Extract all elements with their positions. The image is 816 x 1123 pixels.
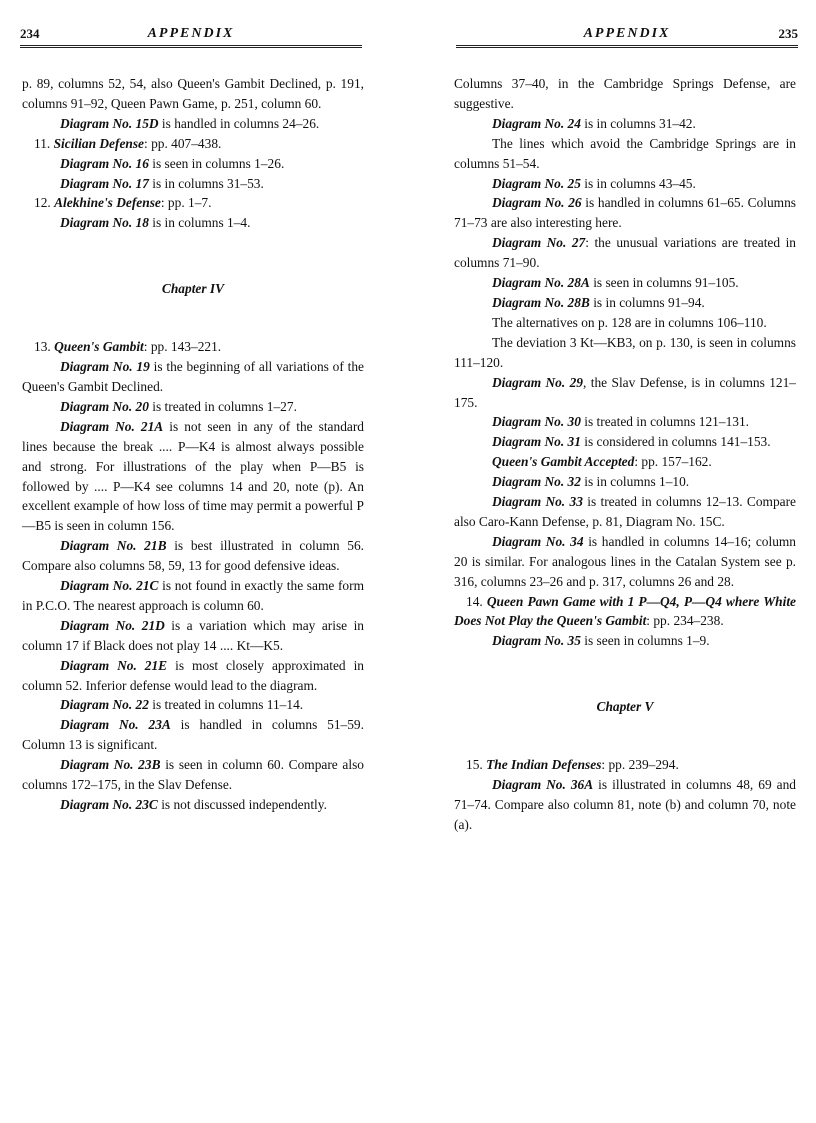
paragraph — [454, 333, 796, 373]
italic-reference: Diagram No. 22 — [60, 697, 149, 713]
italic-reference: Diagram No. 21C — [60, 578, 159, 594]
body-text: is not found in exactly the same form in P.C.O. The nearest approach is column 60. — [22, 578, 364, 613]
body-text: The alternatives on p. 128 are in columns 106–110. — [492, 314, 767, 330]
body-text: is in columns 31–53. — [148, 175, 264, 191]
body-text: , the Slav Defense, is in columns 121–175. — [454, 374, 796, 410]
paragraph — [22, 154, 364, 174]
paragraph — [454, 373, 796, 413]
paragraph — [454, 492, 796, 532]
paragraph — [22, 795, 364, 815]
italic-reference: Diagram No. 28B — [492, 294, 590, 310]
italic-reference: Diagram No. 29 — [492, 374, 583, 390]
paragraph — [454, 273, 796, 293]
right-page — [408, 0, 816, 1123]
entry-number: 13. — [34, 339, 51, 355]
numbered-entry — [454, 755, 796, 775]
body-text: is handled in columns 14–16; column 20 is similar. For analogous lines in the Catalan System see p. 316, columns 23–26 and p. 317, columns 26 and 28. — [454, 533, 797, 589]
italic-reference: Diagram No. 36A — [492, 777, 594, 793]
paragraph — [22, 213, 364, 233]
italic-reference: Diagram No. 20 — [60, 398, 149, 414]
body-text: is handled in columns 51–59. Column 13 is significant. — [22, 717, 364, 753]
numbered-entry — [22, 134, 364, 154]
italic-reference: The Indian Defenses — [486, 757, 602, 773]
body-text: is treated in columns 121–131. — [580, 414, 750, 430]
chapter-heading: Chapter V — [596, 699, 654, 715]
paragraph — [22, 357, 364, 397]
paragraph — [22, 616, 364, 656]
body-text: : pp. 1–7. — [160, 195, 212, 211]
italic-reference: Diagram No. 16 — [60, 155, 149, 171]
paragraph — [22, 174, 364, 194]
italic-reference: Diagram No. 21D — [60, 617, 165, 633]
numbered-entry — [22, 337, 364, 357]
italic-reference: Alekhine's Defense — [54, 195, 161, 211]
body-text: Columns 37–40, in the Cambridge Springs Defense, are suggestive. — [454, 76, 796, 111]
body-text: : the unusual variations are treated in columns 71–90. — [454, 235, 796, 271]
body-text: is illustrated in columns 48, 69 and 71–74. Compare also column 81, note (b) and column 70, note (a). — [454, 777, 796, 832]
body-text: is not discussed independently. — [157, 797, 327, 812]
entry-number: 12. — [34, 195, 51, 211]
paragraph — [454, 472, 796, 492]
body-text: is handled in columns 24–26. — [158, 115, 320, 131]
body-text: is treated in columns 12–13. Compare also Caro-Kann Defense, p. 81, Diagram No. 15C. — [454, 494, 796, 529]
body-text: is considered in columns 141–153. — [580, 434, 771, 450]
body-text: p. 89, columns 52, 54, also Queen's Gambit Declined, p. 191, columns 91–92, Queen Pawn Game, p. 251, column 60. — [22, 76, 364, 111]
italic-reference: Diagram No. 28A — [492, 275, 590, 291]
italic-reference: Diagram No. 19 — [60, 359, 150, 375]
paragraph — [22, 417, 364, 536]
italic-reference: Queen's Gambit — [54, 339, 144, 355]
entry-number: 11. — [34, 135, 51, 151]
body-text: is not seen in any of the standard lines because the break .... P—K4 is almost always possible and strong. For illustrations of the play when P—B5 is followed by .... P—K4 see columns 14 and 20, note (p). An excellent example of how loss of time may permit a powerful P—B5 is seen in column 156. — [22, 418, 364, 534]
running-head: APPENDIX — [147, 26, 235, 41]
italic-reference: Diagram No. 27 — [492, 235, 586, 251]
entry-number: 15. — [466, 757, 483, 773]
body-text: is in columns 91–94. — [589, 294, 705, 310]
italic-reference: Diagram No. 26 — [492, 195, 582, 211]
body-text: : pp. 239–294. — [601, 757, 679, 773]
body-text: is in columns 43–45. — [580, 175, 696, 191]
paragraph — [454, 74, 796, 114]
numbered-entry — [22, 193, 364, 213]
body-text: is in columns 1–10. — [580, 474, 690, 490]
italic-reference: Diagram No. 32 — [492, 474, 581, 490]
paragraph — [22, 397, 364, 417]
body-text: is treated in columns 11–14. — [148, 697, 304, 713]
paragraph — [22, 695, 364, 715]
italic-reference: Queen's Gambit Accepted — [492, 454, 635, 470]
italic-reference: Queen Pawn Game with 1 P—Q4, P—Q4 where White Does Not Play the Queen's Gambit — [454, 593, 796, 629]
right-page-header — [456, 22, 798, 50]
italic-reference: Diagram No. 34 — [492, 533, 584, 549]
italic-reference: Diagram No. 21E — [60, 657, 168, 673]
paragraph — [454, 412, 796, 432]
italic-reference: Diagram No. 30 — [492, 414, 581, 430]
left-page-header — [20, 22, 362, 50]
body-text: is seen in columns 91–105. — [589, 275, 739, 291]
paragraph — [454, 114, 796, 134]
page-number: 234 — [20, 26, 40, 41]
paragraph — [454, 432, 796, 452]
paragraph — [22, 715, 364, 755]
left-page-text — [22, 74, 364, 815]
chapter-heading: Chapter IV — [161, 281, 225, 297]
paragraph — [22, 74, 364, 114]
italic-reference: Diagram No. 31 — [492, 434, 581, 450]
body-text: is most closely approximated in column 52. Inferior defense would lead to the diagram. — [22, 657, 364, 693]
paragraph — [454, 193, 796, 233]
italic-reference: Sicilian Defense — [53, 135, 144, 151]
body-text: The lines which avoid the Cambridge Springs are in columns 51–54. — [454, 135, 796, 171]
italic-reference: Diagram No. 33 — [492, 494, 583, 510]
paragraph — [454, 233, 796, 273]
body-text: : pp. 234–238. — [646, 613, 724, 629]
paragraph — [454, 134, 796, 174]
body-text: is in columns 1–4. — [148, 215, 251, 231]
body-text: : pp. 157–162. — [634, 454, 712, 470]
paragraph — [454, 293, 796, 313]
italic-reference: Diagram No. 25 — [492, 175, 581, 191]
paragraph — [22, 576, 364, 616]
header-rule — [456, 45, 798, 48]
body-text: is handled in columns 61–65. Columns 71–73 are also interesting here. — [454, 195, 797, 231]
body-text: is a variation which may arise in column 17 if Black does not play 14 .... Kt—K5. — [22, 617, 365, 653]
entry-number: 14. — [466, 593, 483, 609]
paragraph — [454, 532, 796, 592]
italic-reference: Diagram No. 23B — [60, 757, 161, 773]
body-text: is in columns 31–42. — [580, 115, 696, 131]
italic-reference: Diagram No. 15D — [60, 115, 159, 131]
paragraph — [22, 755, 364, 795]
body-text: is seen in columns 1–26. — [148, 155, 285, 171]
body-text: is the beginning of all variations of the Queen's Gambit Declined. — [22, 359, 364, 394]
italic-reference: Diagram No. 18 — [60, 215, 149, 231]
italic-reference: Diagram No. 23A — [60, 717, 171, 733]
paragraph — [454, 452, 796, 472]
paragraph — [454, 313, 796, 333]
italic-reference: Diagram No. 23C — [60, 797, 158, 812]
body-text: : pp. 143–221. — [143, 339, 222, 355]
paragraph — [22, 536, 364, 576]
body-text: : pp. 407–438. — [144, 135, 222, 151]
paragraph — [22, 656, 364, 696]
italic-reference: Diagram No. 21B — [60, 538, 167, 554]
italic-reference: Diagram No. 17 — [60, 175, 149, 191]
body-text: The deviation 3 Kt—KB3, on p. 130, is seen in columns 111–120. — [454, 334, 796, 370]
italic-reference: Diagram No. 24 — [492, 115, 581, 131]
body-text: is treated in columns 1–27. — [148, 398, 297, 414]
paragraph — [454, 631, 796, 651]
body-text: is best illustrated in column 56. Compare also columns 58, 59, 13 for good defensive ideas. — [22, 538, 364, 574]
right-page-text — [454, 74, 796, 835]
italic-reference: Diagram No. 21A — [60, 418, 164, 434]
numbered-entry — [454, 592, 796, 632]
paragraph — [22, 114, 364, 134]
running-head: APPENDIX — [583, 26, 671, 41]
italic-reference: Diagram No. 35 — [492, 633, 581, 649]
header-rule — [20, 45, 362, 48]
page-number: 235 — [778, 26, 798, 41]
paragraph — [454, 174, 796, 194]
paragraph — [454, 775, 796, 835]
body-text: is seen in columns 1–9. — [580, 633, 710, 649]
body-text: is seen in column 60. Compare also columns 172–175, in the Slav Defense. — [22, 757, 364, 793]
